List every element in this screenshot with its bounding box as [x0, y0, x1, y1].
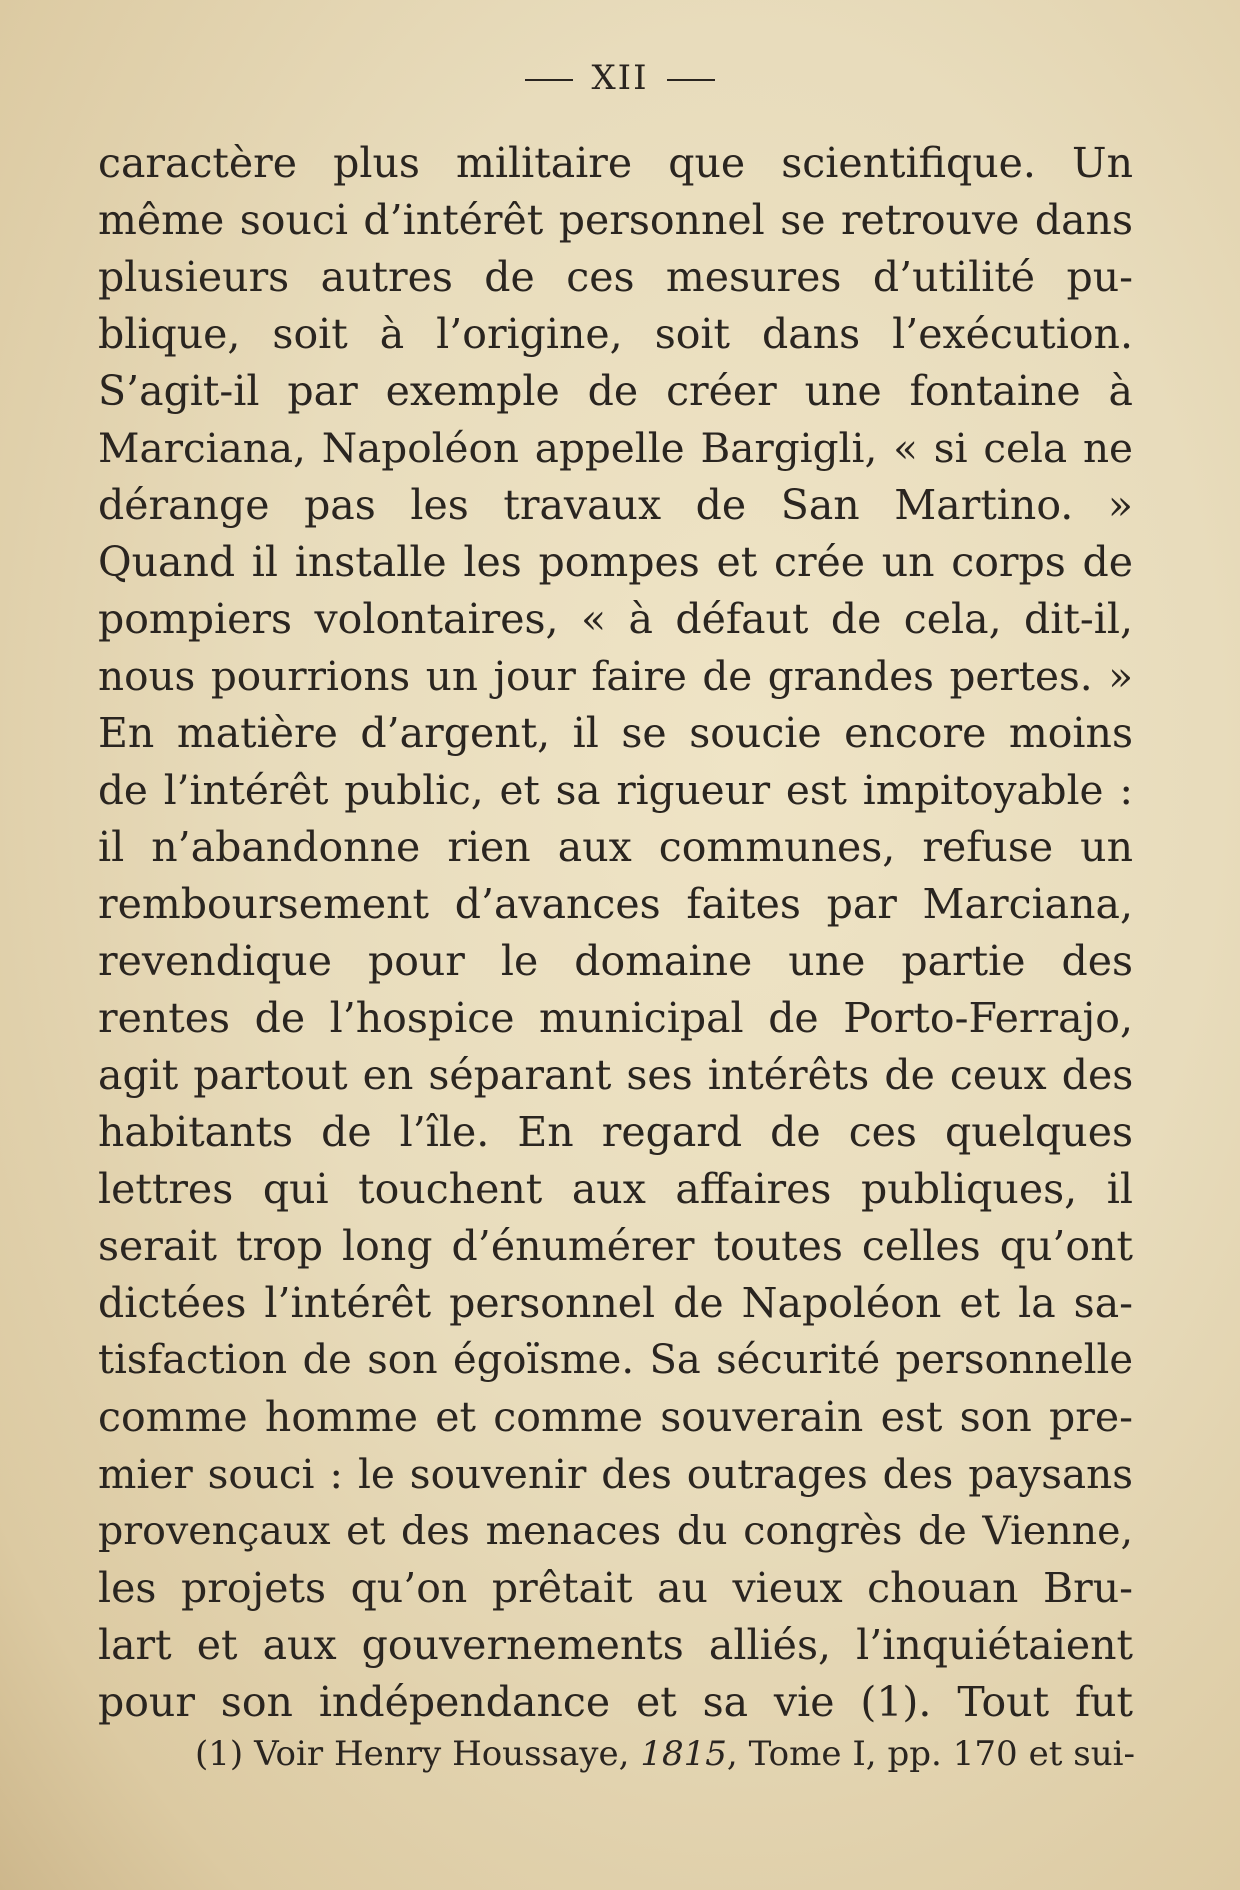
- page-number: [0, 58, 1240, 98]
- text-line: plusieurs autres de ces mesures d’utilité pu-: [98, 253, 1133, 301]
- body-text: [98, 135, 1133, 1731]
- text-line: caractère plus militaire que scientifique. Un: [98, 139, 1133, 187]
- text-line: il n’abandonne rien aux communes, refuse un: [98, 823, 1133, 871]
- text-line: les projets qu’on prêtait au vieux chouan Bru-: [98, 1564, 1133, 1612]
- text-line: dictées l’intérêt personnel de Napoléon et la sa-: [98, 1279, 1133, 1327]
- text-line: blique, soit à l’origine, soit dans l’exécution.: [98, 310, 1133, 358]
- text-line: lettres qui touchent aux affaires publiques, il: [98, 1165, 1133, 1213]
- text-line: En matière d’argent, il se soucie encore moins: [98, 709, 1133, 757]
- text-line: de l’intérêt public, et sa rigueur est impitoyable :: [98, 766, 1133, 814]
- text-line: agit partout en séparant ses intérêts de ceux des: [98, 1051, 1134, 1099]
- text-line: Marciana, Napoléon appelle Bargigli, « si cela ne: [98, 424, 1133, 472]
- text-line: S’agit-il par exemple de créer une fontaine à: [98, 367, 1133, 415]
- text-line: serait trop long d’énumérer toutes celles qu’ont: [98, 1222, 1133, 1270]
- folio-numeral: XII: [591, 58, 649, 98]
- text-line: pour son indépendance et sa vie (1). Tout fut: [98, 1678, 1133, 1726]
- footnote: [195, 1732, 1135, 1776]
- text-line: mier souci : le souvenir des outrages des paysans: [98, 1450, 1133, 1498]
- text-line: Quand il installe les pompes et crée un corps de: [98, 538, 1133, 586]
- text-line: provençaux et des menaces du congrès de Vienne,: [98, 1508, 1133, 1554]
- footnote-text: (1) Voir Henry Houssaye,: [195, 1734, 630, 1774]
- text-line: rentes de l’hospice municipal de Porto-Ferrajo,: [98, 994, 1133, 1042]
- text-line: lart et aux gouvernements alliés, l’inquiétaient: [98, 1621, 1133, 1669]
- footnote-year: 1815: [640, 1734, 727, 1774]
- footnote-text-end: , Tome I, pp. 170 et sui-: [726, 1734, 1135, 1774]
- text-line: comme homme et comme souverain est son pre-: [98, 1393, 1133, 1441]
- text-line: remboursement d’avances faites par Marciana,: [98, 880, 1133, 928]
- text-line: dérange pas les travaux de San Martino. »: [98, 481, 1133, 529]
- text-line: même souci d’intérêt personnel se retrouve dans: [98, 196, 1133, 244]
- text-line: revendique pour le domaine une partie des: [98, 937, 1133, 985]
- text-line: nous pourrions un jour faire de grandes pertes. »: [98, 652, 1133, 700]
- folio-dash-left: [525, 79, 573, 81]
- folio-dash-right: [667, 79, 715, 81]
- text-line: habitants de l’île. En regard de ces quelques: [98, 1108, 1133, 1156]
- text-line: pompiers volontaires, « à défaut de cela, dit-il,: [98, 595, 1133, 643]
- text-line: tisfaction de son égoïsme. Sa sécurité personnelle: [98, 1337, 1133, 1383]
